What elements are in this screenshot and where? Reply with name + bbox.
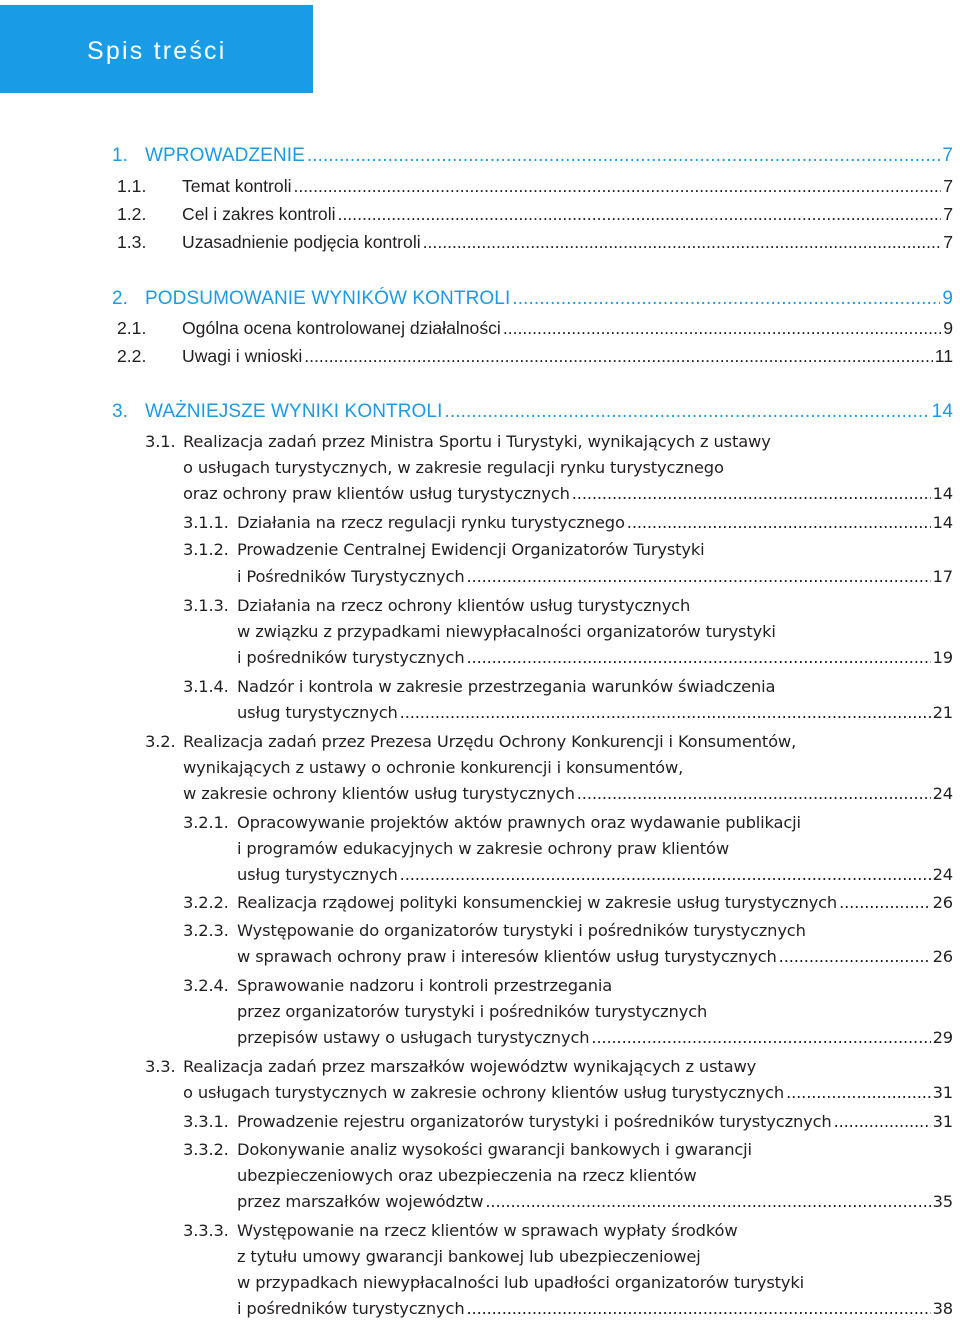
toc-entry-title: Sprawowanie nadzoru i kontroli przestrzegania [237, 976, 613, 995]
toc-entry-number: 1.3. [117, 232, 147, 252]
toc-leader-dots [627, 510, 931, 536]
toc-leader-dots [294, 173, 942, 199]
toc-entry-line[interactable] [145, 1080, 953, 1106]
toc-leader-dots [786, 1080, 930, 1106]
toc-entry-line[interactable] [183, 973, 953, 999]
toc-entry-page: 19 [932, 648, 953, 667]
toc-entry-title: o usługach turystycznych w zakresie ochrony klientów usług turystycznych [183, 1083, 785, 1102]
toc-entry-page: 17 [932, 567, 953, 586]
toc-entry-line[interactable] [183, 1137, 953, 1163]
toc-entry-title: PODSUMOWANIE WYNIKÓW KONTROLI [145, 288, 511, 309]
toc-entry-page: 11 [934, 346, 953, 366]
toc-entry-line[interactable] [112, 286, 953, 312]
toc-entry-title: i Pośredników Turystycznych [237, 567, 465, 586]
toc-leader-dots [307, 143, 940, 169]
toc-entry-line[interactable] [145, 781, 953, 807]
toc-entry-line[interactable] [145, 481, 953, 507]
toc-entry-title: o usługach turystycznych, w zakresie regulacji rynku turystycznego [183, 458, 724, 477]
toc-entry-page: 26 [932, 947, 953, 966]
toc-entry-number: 3.2.2. [183, 893, 229, 912]
toc-entry-title: Występowanie do organizatorów turystyki i pośredników turystycznych [237, 921, 806, 940]
toc-entry-page: 14 [931, 401, 953, 422]
toc-entry-page: 14 [932, 513, 953, 532]
toc-entry-number: 3.1. [145, 432, 176, 451]
toc-entry-title: Dokonywanie analiz wysokości gwarancji bankowych i gwarancji [237, 1140, 752, 1159]
toc-entry-title: Działania na rzecz ochrony klientów usług turystycznych [237, 596, 691, 615]
toc-entry-title: Realizacja rządowej polityki konsumenckiej w zakresie usług turystycznych [237, 893, 838, 912]
toc-entry-page: 31 [932, 1112, 953, 1131]
toc-entry-title: z tytułu umowy gwarancji bankowej lub ubezpieczeniowej [237, 1247, 701, 1266]
toc-entry-line[interactable] [183, 510, 953, 536]
toc-entry-line[interactable] [183, 999, 953, 1025]
toc-entry-page: 29 [932, 1028, 953, 1047]
toc-entry-line[interactable] [183, 890, 953, 916]
toc-entry-number: 1. [112, 145, 129, 166]
toc-leader-dots [400, 700, 931, 726]
toc-entry-title: Cel i zakres kontroli [182, 204, 336, 224]
toc-entry-line[interactable] [183, 700, 953, 726]
toc-entry-page: 24 [932, 784, 953, 803]
toc-entry-number: 2.1. [117, 318, 147, 338]
toc-entry-line[interactable] [145, 729, 953, 755]
toc-entry-page: 26 [932, 893, 953, 912]
toc-entry-line[interactable] [183, 619, 953, 645]
toc-leader-dots [467, 1296, 931, 1322]
toc-entry-number: 3.1.3. [183, 596, 229, 615]
toc-entry-title: WAŻNIEJSZE WYNIKI KONTROLI [145, 401, 443, 422]
toc-entry-title: Realizacja zadań przez Ministra Sportu i Turystyki, wynikających z ustawy [183, 432, 771, 451]
toc-entry-title: w związku z przypadkami niewypłacalności organizatorów turystyki [237, 622, 776, 641]
toc-leader-dots [591, 1025, 930, 1051]
toc-leader-dots [485, 1189, 930, 1215]
toc-entry-line[interactable] [183, 944, 953, 970]
toc-entry-title: Ogólna ocena kontrolowanej działalności [182, 318, 501, 338]
toc-leader-dots [572, 481, 931, 507]
toc-entry-line[interactable] [112, 143, 953, 169]
toc-entry-page: 9 [943, 318, 953, 338]
toc-leader-dots [444, 399, 929, 425]
toc-entry-line[interactable] [145, 429, 953, 455]
toc-entry-page: 9 [942, 288, 953, 309]
toc-entry-number: 3.1.2. [183, 540, 229, 559]
toc-leader-dots [834, 1109, 931, 1135]
toc-entry-line[interactable] [145, 455, 953, 481]
toc-entry-page: 14 [932, 484, 953, 503]
toc-entry-title: przez organizatorów turystyki i pośredników turystycznych [237, 1002, 708, 1021]
toc-entry-line[interactable] [117, 229, 953, 255]
toc-leader-dots [338, 201, 942, 227]
toc-entry-line[interactable] [183, 1244, 953, 1270]
toc-entry-number: 3. [112, 401, 129, 422]
toc-entry-line[interactable] [183, 836, 953, 862]
toc-entry-title: WPROWADZENIE [145, 145, 305, 166]
toc-entry-number: 2. [112, 288, 129, 309]
toc-entry-title: wynikających z ustawy o ochronie konkurencji i konsumentów, [183, 758, 684, 777]
toc-entry-number: 3.2.1. [183, 813, 229, 832]
toc-entry-title: Nadzór i kontrola w zakresie przestrzegania warunków świadczenia [237, 677, 776, 696]
toc-entry-line[interactable] [183, 1163, 953, 1189]
toc-entry-number: 3.2.4. [183, 976, 229, 995]
toc-entry-line[interactable] [145, 755, 953, 781]
toc-entry-line[interactable] [183, 918, 953, 944]
toc-entry-line[interactable] [117, 343, 953, 369]
toc-entry-line[interactable] [183, 537, 953, 563]
toc-leader-dots [304, 343, 932, 369]
toc-leader-dots [503, 315, 941, 341]
toc-leader-dots [467, 564, 931, 590]
toc-entry-line[interactable] [117, 173, 953, 199]
toc-entry-number: 1.1. [117, 176, 147, 196]
toc-entry-page: 7 [942, 145, 953, 166]
toc-entry-line[interactable] [183, 1109, 953, 1135]
toc-entry-line[interactable] [183, 1270, 953, 1296]
toc-entry-title: w sprawach ochrony praw i interesów klientów usług turystycznych [237, 947, 777, 966]
toc-entry-title: Realizacja zadań przez Prezesa Urzędu Ochrony Konkurencji i Konsumentów, [183, 732, 797, 751]
toc-entry-number: 3.3.2. [183, 1140, 229, 1159]
toc-entry-line[interactable] [183, 593, 953, 619]
toc-entry-line[interactable] [183, 1189, 953, 1215]
toc-entry-title: Uzasadnienie podjęcia kontroli [182, 232, 421, 252]
toc-entry-number: 3.2.3. [183, 921, 229, 940]
toc-entry-line[interactable] [145, 1054, 953, 1080]
toc-entry-line[interactable] [183, 1025, 953, 1051]
toc-entry-line[interactable] [112, 399, 953, 425]
toc-entry-title: Prowadzenie rejestru organizatorów turystyki i pośredników turystycznych [237, 1112, 832, 1131]
toc-entry-title: i pośredników turystycznych [237, 1299, 465, 1318]
toc-entry-page: 7 [943, 176, 953, 196]
toc-entry-line[interactable] [117, 315, 953, 341]
toc-entry-line[interactable] [183, 862, 953, 888]
toc-entry-page: 7 [943, 204, 953, 224]
toc-entry-line[interactable] [183, 674, 953, 700]
toc-entry-title: Opracowywanie projektów aktów prawnych oraz wydawanie publikacji [237, 813, 801, 832]
toc-entry-number: 3.1.1. [183, 513, 229, 532]
toc-entry-page: 31 [932, 1083, 953, 1102]
toc-entry-page: 24 [932, 865, 953, 884]
toc-entry-page: 7 [943, 232, 953, 252]
toc-entry-title: Prowadzenie Centralnej Ewidencji Organizatorów Turystyki [237, 540, 705, 559]
toc-leader-dots [839, 890, 930, 916]
toc-entry-line[interactable] [183, 810, 953, 836]
toc-entry-title: i programów edukacyjnych w zakresie ochrony praw klientów [237, 839, 730, 858]
toc-entry-title: oraz ochrony praw klientów usług turystycznych [183, 484, 570, 503]
toc-leader-dots [467, 645, 931, 671]
toc-entry-number: 2.2. [117, 346, 147, 366]
toc-entry-title: Uwagi i wnioski [182, 346, 303, 366]
toc-leader-dots [779, 944, 931, 970]
toc-entry-title: i pośredników turystycznych [237, 648, 465, 667]
toc-entry-number: 1.2. [117, 204, 147, 224]
toc-entry-line[interactable] [183, 645, 953, 671]
toc-entry-line[interactable] [183, 564, 953, 590]
toc-entry-title: Występowanie na rzecz klientów w sprawach wypłaty środków [237, 1221, 738, 1240]
page-title: Spis treści [87, 37, 227, 65]
toc-entry-title: usług turystycznych [237, 703, 398, 722]
toc-entry-line[interactable] [183, 1296, 953, 1322]
toc-entry-title: Realizacja zadań przez marszałków województw wynikających z ustawy [183, 1057, 757, 1076]
toc-entry-number: 3.1.4. [183, 677, 229, 696]
toc-entry-page: 21 [932, 703, 953, 722]
toc-entry-title: w zakresie ochrony klientów usług turystycznych [183, 784, 575, 803]
toc-entry-page: 38 [932, 1299, 953, 1318]
toc-entry-title: Działania na rzecz regulacji rynku turystycznego [237, 513, 625, 532]
toc-entry-line[interactable] [183, 1218, 953, 1244]
toc-entry-page: 35 [932, 1192, 953, 1211]
toc-leader-dots [512, 286, 940, 312]
toc-entry-title: przepisów ustawy o usługach turystycznych [237, 1028, 590, 1047]
toc-entry-number: 3.3.3. [183, 1221, 229, 1240]
toc-leader-dots [400, 862, 931, 888]
toc-entry-number: 3.3. [145, 1057, 176, 1076]
toc-entry-title: ubezpieczeniowych oraz ubezpieczenia na rzecz klientów [237, 1166, 697, 1185]
toc-entry-number: 3.2. [145, 732, 176, 751]
toc-entry-number: 3.3.1. [183, 1112, 229, 1131]
toc-entry-title: w przypadkach niewypłacalności lub upadłości organizatorów turystyki [237, 1273, 805, 1292]
toc-entry-title: usług turystycznych [237, 865, 398, 884]
toc-entry-title: Temat kontroli [182, 176, 292, 196]
toc-entry-line[interactable] [117, 201, 953, 227]
toc-leader-dots [577, 781, 931, 807]
toc-leader-dots [423, 229, 942, 255]
toc-entry-title: przez marszałków województw [237, 1192, 484, 1211]
